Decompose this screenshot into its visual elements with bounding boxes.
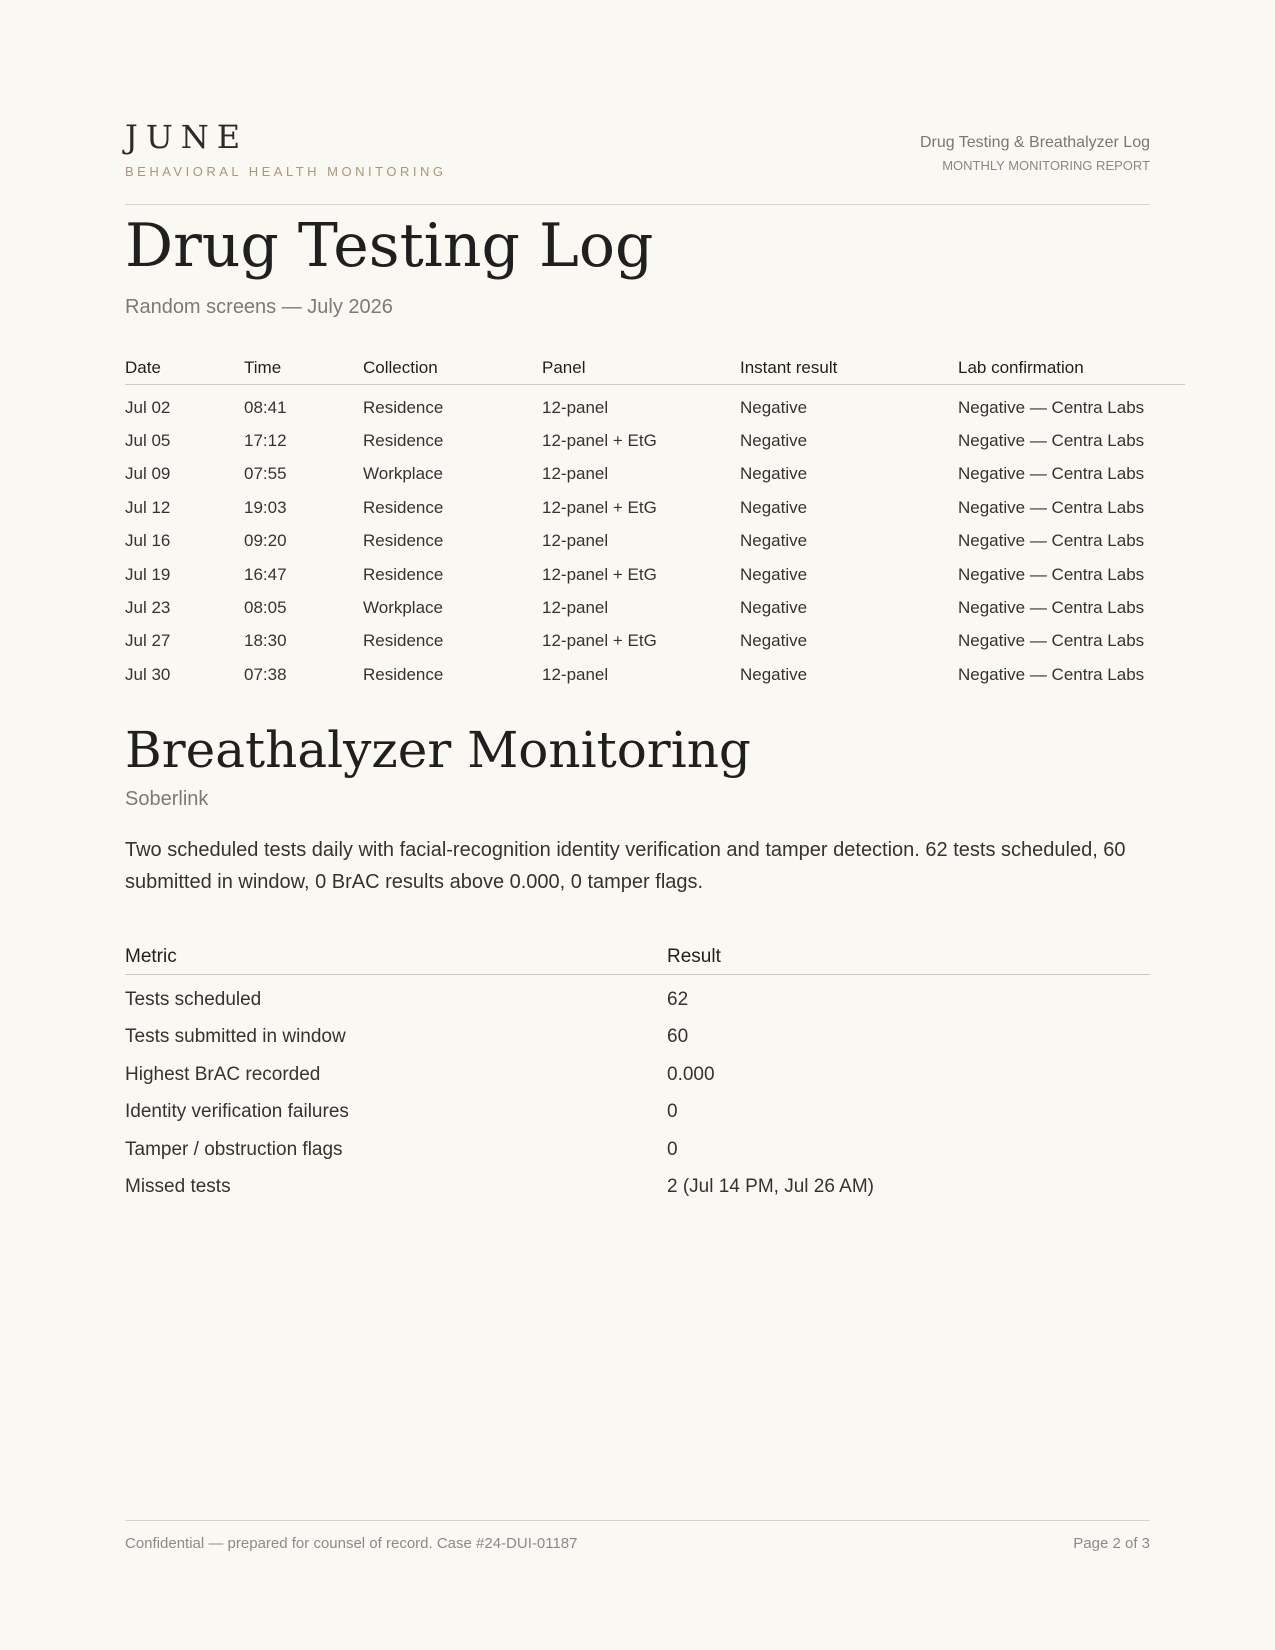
table-cell: 12-panel + EtG — [542, 564, 657, 584]
column-header: Instant result — [740, 352, 958, 385]
table-cell: Negative — Centra Labs — [958, 631, 1145, 651]
table-cell: Negative — [740, 464, 808, 484]
table-cell: Jul 12 — [125, 497, 171, 517]
table-header-row — [125, 352, 1185, 385]
table-cell: Jul 02 — [125, 397, 171, 417]
brand-tagline: BEHAVIORAL HEALTH MONITORING — [125, 164, 447, 179]
table-cell: Negative — Centra Labs — [958, 431, 1145, 451]
table-cell: Negative — Centra Labs — [958, 598, 1145, 618]
table-cell: 08:41 — [244, 397, 287, 417]
table-row — [125, 658, 1185, 691]
table-cell: Tamper / obstruction flags — [125, 1138, 343, 1160]
column-header: Result — [667, 942, 1150, 975]
table-row — [125, 1056, 1150, 1094]
table-row — [125, 424, 1185, 457]
table-cell: Negative — Centra Labs — [958, 464, 1145, 484]
table-cell: Highest BrAC recorded — [125, 1063, 321, 1085]
breath-metrics-table — [125, 942, 1150, 1206]
table-cell: Residence — [363, 564, 444, 584]
table-cell: Jul 23 — [125, 598, 171, 618]
table-row — [125, 1169, 1150, 1207]
table-cell: 0.000 — [667, 1063, 715, 1085]
table-cell: Negative — Centra Labs — [958, 397, 1145, 417]
table-cell: 09:20 — [244, 531, 287, 551]
table-cell: Residence — [363, 431, 444, 451]
table-cell: Jul 09 — [125, 464, 171, 484]
table-cell: Negative — [740, 598, 808, 618]
table-cell: Negative — [740, 497, 808, 517]
table-cell: Tests scheduled — [125, 988, 262, 1010]
table-row — [125, 558, 1185, 591]
table-cell: 12-panel + EtG — [542, 497, 657, 517]
table-cell: Negative — Centra Labs — [958, 564, 1145, 584]
table-row — [125, 625, 1185, 658]
table-cell: 17:12 — [244, 431, 287, 451]
table-cell: Residence — [363, 497, 444, 517]
table-cell: Jul 27 — [125, 631, 171, 651]
table-cell: 12-panel + EtG — [542, 431, 657, 451]
table-cell: 12-panel — [542, 664, 609, 684]
table-cell: 16:47 — [244, 564, 287, 584]
table-cell: Residence — [363, 631, 444, 651]
document-subtitle: MONTHLY MONITORING REPORT — [942, 158, 1150, 173]
table-cell: Negative — Centra Labs — [958, 497, 1145, 517]
breath-section-subtitle: Soberlink — [125, 788, 209, 810]
table-cell: Jul 19 — [125, 564, 171, 584]
drug-testing-table — [125, 352, 1185, 692]
table-header-row — [125, 942, 1150, 975]
document-title: Drug Testing & Breathalyzer Log — [919, 134, 1150, 151]
confidential-notice: Confidential — prepared for counsel of record. Case #24-DUI-01187 — [125, 1535, 578, 1552]
table-cell: Negative — Centra Labs — [958, 531, 1145, 551]
table-cell: Negative — [740, 431, 808, 451]
table-cell: 12-panel — [542, 464, 609, 484]
page-header — [125, 120, 1150, 205]
table-cell: Identity verification failures — [125, 1101, 349, 1123]
table-cell: 08:05 — [244, 598, 287, 618]
table-cell: 0 — [667, 1138, 678, 1160]
table-cell: Jul 30 — [125, 664, 171, 684]
table-cell: 07:38 — [244, 664, 287, 684]
column-header: Panel — [542, 352, 740, 385]
table-cell: 07:55 — [244, 464, 287, 484]
breath-description: Two scheduled tests daily with facial-recognition identity verification and tamper detection. 62 tests scheduled, 60 submitted in window, 0 BrAC results above 0.000, 0 tamper flags. — [125, 839, 1126, 893]
document-meta — [920, 134, 1150, 173]
table-cell: Jul 05 — [125, 431, 171, 451]
table-row — [125, 591, 1185, 624]
column-header: Date — [125, 352, 244, 385]
table-cell: 0 — [667, 1101, 678, 1123]
table-row — [125, 1131, 1150, 1169]
table-cell: Negative — [740, 397, 808, 417]
table-cell: Workplace — [363, 464, 443, 484]
table-cell: Negative — [740, 664, 808, 684]
table-cell: 19:03 — [244, 497, 287, 517]
table-cell: 12-panel + EtG — [542, 631, 657, 651]
table-row — [125, 525, 1185, 558]
table-cell: 2 (Jul 14 PM, Jul 26 AM) — [667, 1176, 874, 1198]
brand-logo: JUNE — [125, 118, 249, 156]
table-cell: Residence — [363, 397, 444, 417]
table-row — [125, 385, 1185, 425]
report-page — [125, 0, 1150, 1650]
table-cell: 62 — [667, 988, 689, 1010]
table-row — [125, 975, 1150, 1019]
table-cell: Negative — Centra Labs — [958, 664, 1145, 684]
table-cell: 60 — [667, 1026, 689, 1048]
table-row — [125, 458, 1185, 491]
column-header: Collection — [363, 352, 542, 385]
page-number: Page 2 of 3 — [1073, 1535, 1150, 1552]
drug-section-subtitle: Random screens — July 2026 — [125, 296, 393, 318]
table-cell: 12-panel — [542, 598, 609, 618]
breath-section-title: Breathalyzer Monitoring — [125, 721, 751, 779]
table-cell: Residence — [363, 531, 444, 551]
table-cell: 18:30 — [244, 631, 287, 651]
table-row — [125, 1019, 1150, 1057]
table-row — [125, 1094, 1150, 1132]
table-cell: Workplace — [363, 598, 443, 618]
table-cell: Missed tests — [125, 1176, 231, 1198]
column-header: Metric — [125, 942, 667, 975]
table-cell: Negative — [740, 564, 808, 584]
table-cell: Negative — [740, 531, 808, 551]
table-cell: Jul 16 — [125, 531, 171, 551]
table-cell: 12-panel — [542, 531, 609, 551]
table-cell: Negative — [740, 631, 808, 651]
table-cell: Residence — [363, 664, 444, 684]
table-cell: Tests submitted in window — [125, 1026, 346, 1048]
drug-section-title: Drug Testing Log — [125, 211, 654, 281]
column-header: Time — [244, 352, 363, 385]
table-cell: 12-panel — [542, 397, 609, 417]
page-footer — [125, 1520, 1150, 1552]
column-header: Lab confirmation — [958, 352, 1185, 385]
table-row — [125, 491, 1185, 524]
